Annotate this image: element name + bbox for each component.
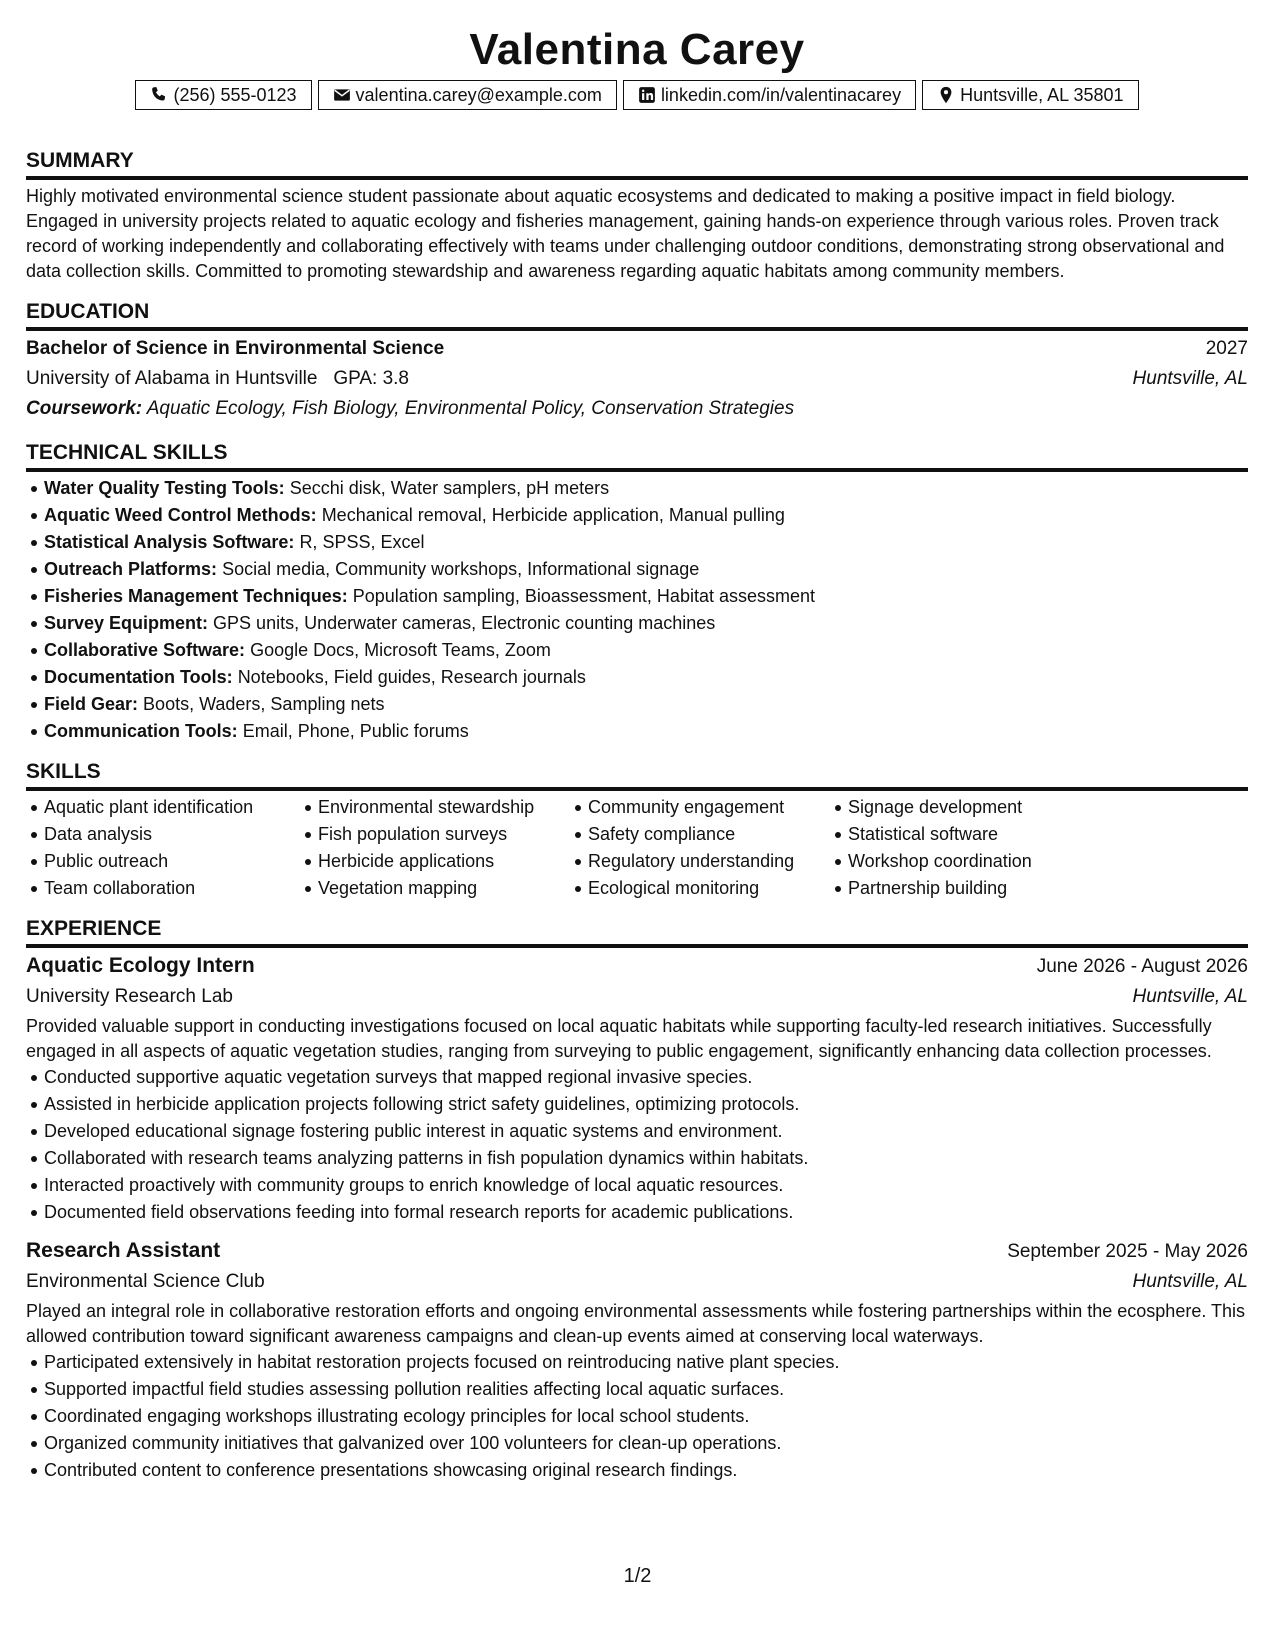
- contact-bar: [26, 80, 1248, 110]
- list-item: Herbicide applications: [318, 848, 570, 875]
- education-header-row: [26, 334, 1248, 364]
- contact-phone: [135, 80, 311, 110]
- job-organization: Environmental Science Club: [26, 1271, 265, 1292]
- resume-page: [26, 0, 1248, 1484]
- skill-category: Collaborative Software:: [44, 640, 246, 660]
- skill-values: Social media, Community workshops, Informational signage: [222, 559, 700, 579]
- summary-text: Highly motivated environmental science student passionate about aquatic ecosystems and dedicated to making a positive impact in field biology. Engaged in university projects related to aquatic ecology and fisheries management, gaining hands-on experience through various roles. Proven track record of working independently and collaborating effectively with teams under challenging outdoor conditions, demonstrating strong observational and data collection skills. Committed to promoting stewardship and awareness regarding aquatic habitats among community members.: [26, 186, 1225, 281]
- section-title-summary: SUMMARY: [26, 148, 1248, 180]
- coursework-label: Coursework:: [26, 398, 143, 419]
- skills-column-3: [570, 794, 830, 902]
- phone-number: (256) 555-0123: [173, 84, 297, 105]
- job-dates: June 2026 - August 2026: [1036, 956, 1248, 977]
- job-org-row: [26, 982, 1248, 1012]
- linkedin-icon: [638, 86, 656, 104]
- location-text: Huntsville, AL 35801: [960, 84, 1124, 105]
- list-item: [44, 691, 1248, 718]
- job-organization: University Research Lab: [26, 986, 233, 1007]
- list-item: Contributed content to conference presentations showcasing original research findings.: [44, 1457, 1248, 1484]
- skill-values: Boots, Waders, Sampling nets: [143, 694, 385, 714]
- list-item: Assisted in herbicide application projects following strict safety guidelines, optimizing protocols.: [44, 1091, 1248, 1118]
- skill-category: Communication Tools:: [44, 721, 238, 741]
- list-item: Coordinated engaging workshops illustrating ecology principles for local school students.: [44, 1403, 1248, 1430]
- phone-icon: [150, 86, 168, 104]
- envelope-icon: [333, 86, 351, 104]
- list-item: Documented field observations feeding into formal research reports for academic publications.: [44, 1199, 1248, 1226]
- list-item: Statistical software: [848, 821, 1108, 848]
- graduation-year: 2027: [1205, 338, 1248, 359]
- skill-category: Fisheries Management Techniques:: [44, 586, 348, 606]
- job-header-row: [26, 951, 1248, 982]
- list-item: [44, 475, 1248, 502]
- list-item: Vegetation mapping: [318, 875, 570, 902]
- candidate-name: Valentina Carey: [469, 25, 805, 74]
- list-item: [44, 502, 1248, 529]
- job-title: Research Assistant: [26, 1239, 221, 1262]
- skill-values: Notebooks, Field guides, Research journals: [237, 667, 586, 687]
- email-address[interactable]: valentina.carey@example.com: [355, 84, 602, 105]
- skill-values: Secchi disk, Water samplers, pH meters: [289, 478, 610, 498]
- technical-skills-section: [26, 440, 1248, 745]
- skill-values: Email, Phone, Public forums: [242, 721, 469, 741]
- skill-values: Population sampling, Bioassessment, Habitat assessment: [352, 586, 815, 606]
- job-title: Aquatic Ecology Intern: [26, 954, 255, 977]
- summary-section: [26, 148, 1248, 284]
- job-bullets: [26, 1064, 1248, 1226]
- coursework-list: Aquatic Ecology, Fish Biology, Environmental Policy, Conservation Strategies: [146, 398, 795, 419]
- skill-category: Statistical Analysis Software:: [44, 532, 295, 552]
- skills-column-1: [26, 794, 300, 902]
- list-item: [44, 556, 1248, 583]
- list-item: Organized community initiatives that galvanized over 100 volunteers for clean-up operations.: [44, 1430, 1248, 1457]
- skill-category: Survey Equipment:: [44, 613, 209, 633]
- list-item: Data analysis: [44, 821, 300, 848]
- list-item: Collaborated with research teams analyzing patterns in fish population dynamics within habitats.: [44, 1145, 1248, 1172]
- contact-email[interactable]: [318, 80, 617, 110]
- list-item: [44, 718, 1248, 745]
- school-name: University of Alabama in Huntsville: [26, 368, 318, 389]
- section-title-education: EDUCATION: [26, 299, 1248, 331]
- job-summary: Provided valuable support in conducting investigations focused on local aquatic habitats while supporting faculty-led research initiatives. Successfully engaged in all aspects of aquatic vegetation studies, ranging from surveying to public engagement, significantly enhancing data collection processes.: [26, 1016, 1212, 1061]
- list-item: Ecological monitoring: [588, 875, 830, 902]
- section-title-skills: SKILLS: [26, 759, 1248, 791]
- job-location: Huntsville, AL: [1132, 986, 1248, 1007]
- skills-column-2: [300, 794, 570, 902]
- job-entry: [26, 951, 1248, 1226]
- coursework-line: [26, 394, 1248, 424]
- skill-values: R, SPSS, Excel: [299, 532, 425, 552]
- skill-category: Aquatic Weed Control Methods:: [44, 505, 317, 525]
- list-item: [44, 664, 1248, 691]
- skill-values: Google Docs, Microsoft Teams, Zoom: [250, 640, 551, 660]
- list-item: Interacted proactively with community groups to enrich knowledge of local aquatic resources.: [44, 1172, 1248, 1199]
- list-item: Community engagement: [588, 794, 830, 821]
- gpa: GPA: 3.8: [333, 368, 409, 389]
- job-entry: [26, 1236, 1248, 1484]
- list-item: Workshop coordination: [848, 848, 1108, 875]
- list-item: Supported impactful field studies assessing pollution realities affecting local aquatic surfaces.: [44, 1376, 1248, 1403]
- skill-category: Field Gear:: [44, 694, 139, 714]
- job-dates: September 2025 - May 2026: [1007, 1241, 1248, 1262]
- list-item: Fish population surveys: [318, 821, 570, 848]
- skill-values: GPS units, Underwater cameras, Electronic counting machines: [213, 613, 716, 633]
- list-item: Environmental stewardship: [318, 794, 570, 821]
- linkedin-url[interactable]: linkedin.com/in/valentinacarey: [660, 84, 902, 105]
- skills-column-4: [830, 794, 1108, 902]
- list-item: [44, 637, 1248, 664]
- job-location: Huntsville, AL: [1132, 1271, 1248, 1292]
- list-item: Safety compliance: [588, 821, 830, 848]
- list-item: [44, 610, 1248, 637]
- list-item: Team collaboration: [44, 875, 300, 902]
- list-item: [44, 529, 1248, 556]
- technical-skills-list: [26, 475, 1248, 745]
- list-item: [44, 583, 1248, 610]
- map-marker-icon: [937, 86, 955, 104]
- job-header-row: [26, 1236, 1248, 1267]
- list-item: Signage development: [848, 794, 1108, 821]
- contact-location: [922, 80, 1138, 110]
- experience-section: [26, 916, 1248, 1484]
- school-location: Huntsville, AL: [1132, 368, 1248, 389]
- job-summary: Played an integral role in collaborative restoration efforts and ongoing environmental assessments while fostering partnerships within the ecosphere. This allowed contribution toward significant awareness campaigns and clean-up events aimed at conserving local waterways.: [26, 1301, 1246, 1346]
- section-title-technical-skills: TECHNICAL SKILLS: [26, 440, 1248, 472]
- list-item: Partnership building: [848, 875, 1108, 902]
- contact-linkedin[interactable]: [623, 80, 916, 110]
- list-item: Regulatory understanding: [588, 848, 830, 875]
- job-org-row: [26, 1267, 1248, 1297]
- skill-values: Mechanical removal, Herbicide application, Manual pulling: [321, 505, 785, 525]
- skills-section: [26, 759, 1248, 902]
- list-item: Public outreach: [44, 848, 300, 875]
- school-line: [26, 364, 409, 394]
- education-section: [26, 299, 1248, 424]
- education-school-row: [26, 364, 1248, 394]
- skill-category: Outreach Platforms:: [44, 559, 218, 579]
- skills-grid: [26, 794, 1248, 902]
- page-number: 1/2: [623, 1565, 652, 1587]
- list-item: Developed educational signage fostering public interest in aquatic systems and environment.: [44, 1118, 1248, 1145]
- degree-title: Bachelor of Science in Environmental Science: [26, 338, 445, 359]
- skill-category: Water Quality Testing Tools:: [44, 478, 285, 498]
- list-item: Participated extensively in habitat restoration projects focused on reintroducing native plant species.: [44, 1349, 1248, 1376]
- job-bullets: [26, 1349, 1248, 1484]
- section-title-experience: EXPERIENCE: [26, 916, 1248, 948]
- list-item: Conducted supportive aquatic vegetation surveys that mapped regional invasive species.: [44, 1064, 1248, 1091]
- list-item: Aquatic plant identification: [44, 794, 300, 821]
- skill-category: Documentation Tools:: [44, 667, 233, 687]
